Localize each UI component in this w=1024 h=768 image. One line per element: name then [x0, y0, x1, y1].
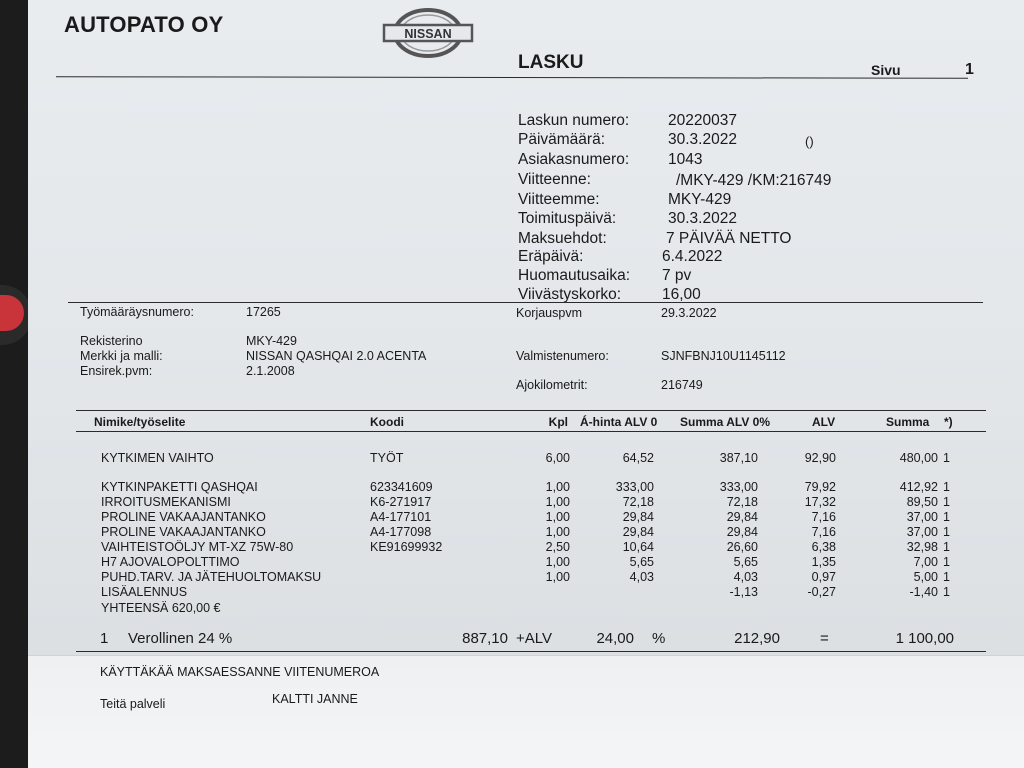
meta-label: Maksuehdot: [518, 230, 607, 247]
item-flag: 1 [943, 480, 950, 494]
vat-equals: = [820, 630, 829, 647]
col-header-code: Koodi [370, 415, 404, 429]
document-title: LASKU [518, 52, 584, 73]
item-unit-price: 29,84 [622, 525, 654, 539]
table-header-rule [76, 431, 986, 432]
col-header-unit-price: Á-hinta ALV 0 [580, 415, 658, 429]
item-sum-net: 26,60 [726, 540, 758, 554]
item-vat: 92,90 [804, 451, 836, 465]
item-sum: 7,00 [913, 555, 938, 569]
item-sum: 32,98 [906, 540, 938, 554]
vat-percent-sign: % [652, 630, 666, 647]
item-code: KE91699932 [370, 540, 443, 554]
page-label: Sivu [871, 62, 901, 78]
meta-value: 7 PÄIVÄÄ NETTO [666, 230, 792, 247]
meta-label: Viivästyskorko: [518, 286, 622, 303]
item-sum-net: 387,10 [719, 451, 758, 465]
background-object-red [0, 295, 24, 331]
item-flag: 1 [943, 540, 950, 554]
item-flag: 1 [943, 555, 950, 569]
item-code: A4-177098 [370, 525, 432, 539]
item-qty: 1,00 [545, 525, 570, 539]
item-name: LISÄALENNUS [101, 585, 188, 599]
meta-label: Päivämäärä: [518, 131, 606, 148]
company-name: AUTOPATO OY [64, 12, 224, 37]
item-unit-price: 10,64 [622, 540, 654, 554]
item-code: 623341609 [370, 480, 433, 494]
item-sum: 412,92 [899, 480, 938, 494]
vin-value: SJNFBNJ10U1145112 [661, 349, 786, 363]
meta-label: Eräpäivä: [518, 248, 584, 265]
meta-value: MKY-429 [668, 191, 732, 208]
item-qty: 1,00 [545, 495, 570, 509]
meta-value: 16,00 [662, 286, 701, 303]
order-number-label: Työmääräysnumero: [80, 305, 194, 319]
item-name: PUHD.TARV. JA JÄTEHUOLTOMAKSU [101, 570, 322, 584]
meta-rule [68, 302, 983, 303]
item-sum: 480,00 [899, 451, 938, 465]
col-header-qty: Kpl [548, 415, 568, 429]
item-flag: 1 [943, 510, 950, 524]
mileage-value: 216749 [661, 378, 703, 392]
repair-date-label: Korjauspvm [516, 306, 582, 320]
item-sum: 5,00 [913, 570, 938, 584]
item-sum-net: 29,84 [726, 510, 758, 524]
item-qty: 1,00 [545, 480, 570, 494]
item-sum-net: -1,13 [729, 585, 758, 599]
col-header-note: *) [944, 415, 953, 429]
item-unit-price: 4,03 [629, 570, 654, 584]
served-by-name: KALTTI JANNE [272, 692, 358, 706]
meta-note: () [805, 134, 814, 149]
item-name: KYTKIMEN VAIHTO [101, 451, 214, 465]
item-qty: 1,00 [545, 555, 570, 569]
order-number-value: 17265 [246, 305, 281, 319]
item-qty: 1,00 [545, 570, 570, 584]
item-unit-price: 64,52 [622, 451, 654, 465]
item-vat: 79,92 [804, 480, 836, 494]
item-unit-price: 5,65 [629, 555, 654, 569]
item-qty: 2,50 [545, 540, 570, 554]
item-name: KYTKINPAKETTI QASHQAI [101, 480, 258, 494]
meta-label: Viitteenne: [518, 171, 591, 188]
item-code: K6-271917 [370, 495, 432, 509]
item-flag: 1 [943, 495, 950, 509]
item-code: A4-177101 [370, 510, 432, 524]
item-name: H7 AJOVALOPOLTTIMO [101, 555, 240, 569]
registration-label: Rekisterino [80, 334, 143, 348]
vat-rate: 24,00 [596, 630, 634, 647]
meta-label: Asiakasnumero: [518, 151, 630, 168]
served-by-label: Teitä palveli [100, 697, 166, 711]
item-flag: 1 [943, 451, 950, 465]
reference-instruction: KÄYTTÄKÄÄ MAKSAESSANNE VIITENUMEROA [100, 665, 380, 679]
meta-value: 30.3.2022 [668, 210, 737, 227]
vat-label: Verollinen 24 % [128, 630, 233, 647]
vat-base-amount: 887,10 [462, 630, 508, 647]
col-header-sum-net: Summa ALV 0% [680, 415, 771, 429]
header-rule [56, 76, 968, 79]
item-vat: 1,35 [811, 555, 836, 569]
invoice-paper [28, 0, 1024, 768]
item-unit-price: 72,18 [622, 495, 654, 509]
meta-value: 7 pv [662, 267, 692, 284]
item-sum-net: 72,18 [726, 495, 758, 509]
item-name: PROLINE VAKAAJANTANKO [101, 510, 266, 524]
item-sum-net: 4,03 [733, 570, 758, 584]
item-qty: 6,00 [545, 451, 570, 465]
item-vat: 7,16 [811, 525, 836, 539]
col-header-vat: ALV [812, 415, 836, 429]
col-header-item: Nimike/työselite [94, 415, 186, 429]
mileage-label: Ajokilometrit: [516, 378, 588, 392]
item-sum-net: 5,65 [733, 555, 758, 569]
meta-label: Toimituspäivä: [518, 210, 617, 227]
table-top-rule [76, 410, 986, 411]
item-code: TYÖT [370, 451, 404, 465]
vin-label: Valmistenumero: [516, 349, 609, 363]
grand-total: 1 100,00 [895, 630, 954, 647]
meta-value: 6.4.2022 [662, 248, 723, 265]
item-flag: 1 [943, 585, 950, 599]
item-sum: 37,00 [906, 510, 938, 524]
vat-amount: 212,90 [734, 630, 780, 647]
item-vat: -0,27 [807, 585, 836, 599]
item-flag: 1 [943, 570, 950, 584]
vat-code: 1 [100, 630, 109, 647]
item-flag: 1 [943, 525, 950, 539]
meta-value: /MKY-429 /KM:216749 [676, 172, 832, 189]
meta-value: 30.3.2022 [668, 131, 737, 148]
item-vat: 6,38 [811, 540, 836, 554]
nissan-logo [380, 6, 476, 60]
meta-label: Laskun numero: [518, 112, 630, 129]
item-sum-net: 333,00 [719, 480, 758, 494]
item-sum: -1,40 [909, 585, 938, 599]
item-vat: 0,97 [811, 570, 836, 584]
item-name: VAIHTEISTOÖLJY MT-XZ 75W-80 [101, 540, 294, 554]
repair-date-value: 29.3.2022 [661, 306, 717, 320]
vat-plus-label: +ALV [516, 630, 552, 647]
item-name: PROLINE VAKAAJANTANKO [101, 525, 266, 539]
col-header-sum: Summa [886, 415, 930, 429]
item-unit-price: 333,00 [615, 480, 654, 494]
meta-value: 20220037 [668, 112, 737, 129]
item-vat: 7,16 [811, 510, 836, 524]
meta-label: Viitteemme: [518, 191, 600, 208]
svg-text:NISSAN: NISSAN [404, 27, 452, 41]
item-sum-net: 29,84 [726, 525, 758, 539]
item-qty: 1,00 [545, 510, 570, 524]
registration-value: MKY-429 [246, 334, 297, 348]
item-unit-price: 29,84 [622, 510, 654, 524]
item-vat: 17,32 [804, 495, 836, 509]
meta-value: 1043 [668, 151, 703, 168]
make-model-value: NISSAN QASHQAI 2.0 ACENTA [246, 349, 427, 363]
item-sum: 89,50 [906, 495, 938, 509]
totals-rule [76, 651, 986, 652]
item-name: IRROITUSMEKANISMI [101, 495, 231, 509]
first-registration-label: Ensirek.pvm: [80, 364, 153, 378]
make-model-label: Merkki ja malli: [80, 349, 163, 363]
first-registration-value: 2.1.2008 [246, 364, 295, 378]
meta-label: Huomautusaika: [518, 267, 631, 284]
item-sum: 37,00 [906, 525, 938, 539]
items-total: YHTEENSÄ 620,00 € [101, 601, 221, 615]
page-number: 1 [965, 61, 974, 78]
